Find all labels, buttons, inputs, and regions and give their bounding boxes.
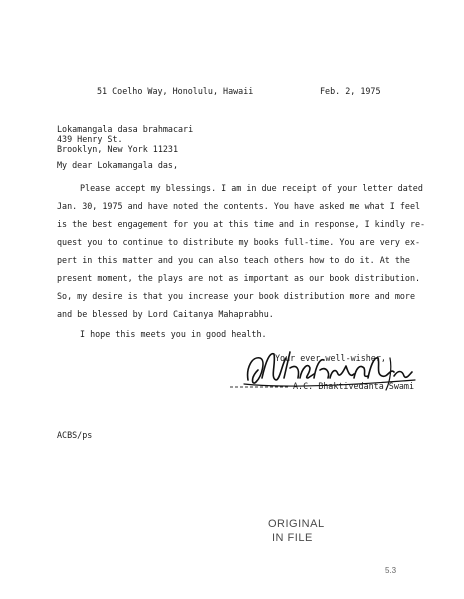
stamp-line-original: ORIGINAL xyxy=(268,518,325,530)
body-line: Please accept my blessings. I am in due receipt of your letter dated xyxy=(80,183,423,193)
stamp-line-in-file: IN FILE xyxy=(272,532,313,544)
sender-address: 51 Coelho Way, Honolulu, Hawaii xyxy=(97,86,254,96)
reference-initials: ACBS/ps xyxy=(57,430,93,440)
body-line: quest you to continue to distribute my books full-time. You are very ex- xyxy=(57,237,421,247)
body-line: Jan. 30, 1975 and have noted the contents. You have asked me what I feel xyxy=(57,201,421,211)
salutation: My dear Lokamangala das, xyxy=(57,160,179,170)
body-line: pert in this matter and you can also teach others how to do it. At the xyxy=(57,255,410,265)
complimentary-close: Your ever well-wisher, xyxy=(275,353,386,363)
body-line: and be blessed by Lord Caitanya Mahaprabhu. xyxy=(57,309,274,319)
closing-wish: I hope this meets you in good health. xyxy=(80,329,267,339)
body-line: present moment, the plays are not as important as our book distribution. xyxy=(57,273,421,283)
signature-rule xyxy=(230,385,290,389)
page-mark: 5.3 xyxy=(385,566,397,575)
body-line: is the best engagement for you at this time and in response, I kindly re- xyxy=(57,219,426,229)
recipient-line: Lokamangala dasa brahmacari xyxy=(57,124,194,134)
letter-date: Feb. 2, 1975 xyxy=(320,86,381,96)
body-line: So, my desire is that you increase your book distribution more and more xyxy=(57,291,415,301)
recipient-line: Brooklyn, New York 11231 xyxy=(57,144,179,154)
recipient-line: 439 Henry St. xyxy=(57,134,123,144)
signatory-name: A.C. Bhaktivedanta Swami xyxy=(293,381,415,391)
